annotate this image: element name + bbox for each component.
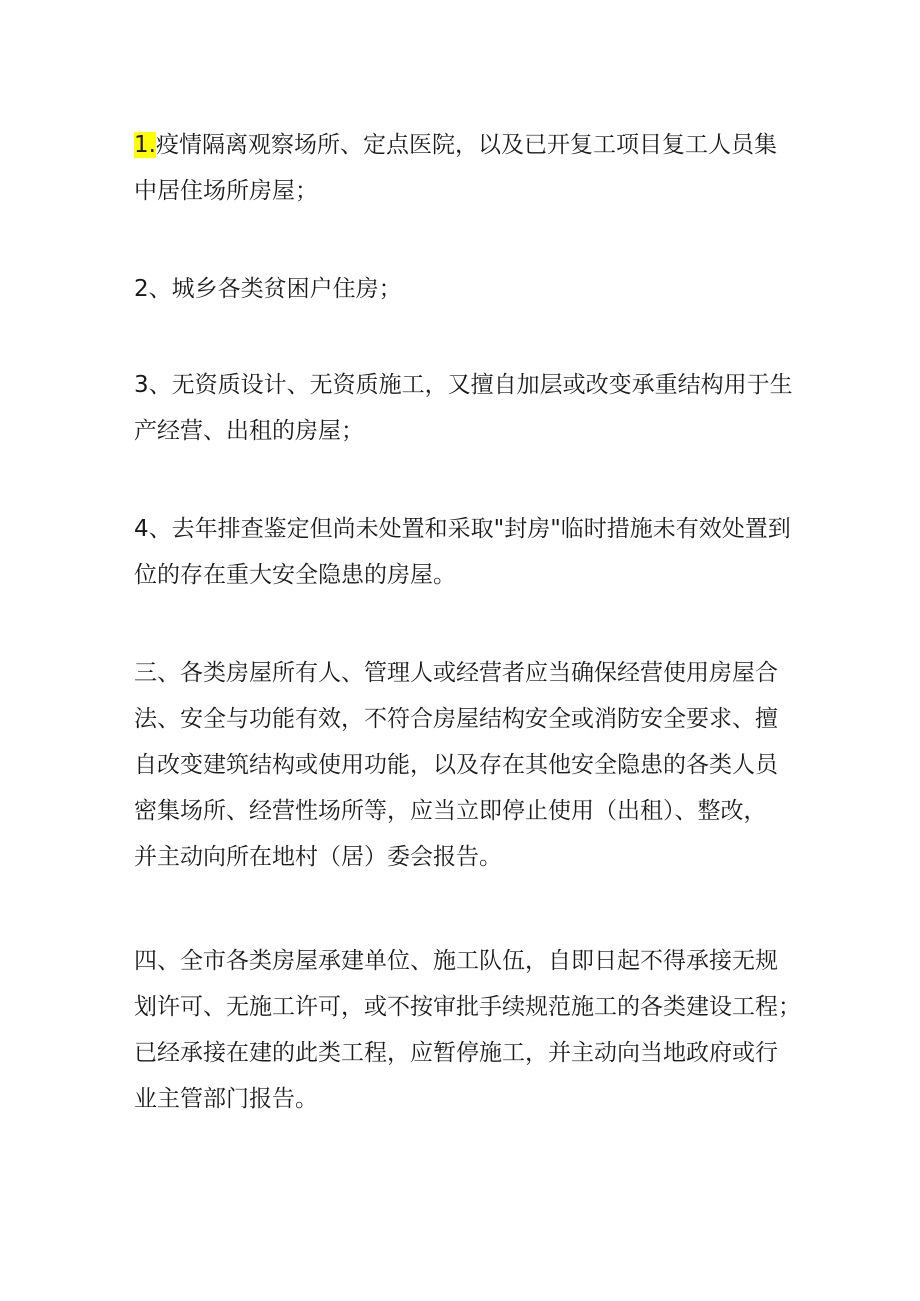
paragraph-line: 密集场所、经营性场所等，应当立即停止使用（出租）、整改，: [134, 798, 767, 824]
paragraph-section-4: [134, 938, 800, 1122]
paragraph-line: 3、无资质设计、无资质施工，又擅自加层或改变承重结构用于生: [134, 372, 793, 398]
paragraph-line: 法、安全与功能有效，不符合房屋结构安全或消防安全要求、擅: [134, 706, 778, 732]
paragraph-4: [134, 506, 800, 598]
paragraph-line: 位的存在重大安全隐患的房屋。: [134, 562, 456, 588]
paragraph-line: 已经承接在建的此类工程，应暂停施工，并主动向当地政府或行: [134, 1040, 778, 1066]
paragraph-2: [134, 266, 800, 312]
paragraph-1: [134, 122, 800, 214]
paragraph-line: 产经营、出租的房屋；: [134, 418, 364, 444]
paragraph-line: 四、全市各类房屋承建单位、施工队伍，自即日起不得承接无规: [134, 948, 778, 974]
paragraph-line: 中居住场所房屋；: [134, 178, 318, 204]
paragraph-section-3: [134, 650, 800, 880]
paragraph-line-text: 疫情隔离观察场所、定点医院，以及已开复工项目复工人员集: [155, 132, 777, 158]
paragraph-line: 4、去年排查鉴定但尚未处置和采取"封房"临时措施未有效处置到: [134, 516, 791, 542]
paragraph-line: 业主管部门报告。: [134, 1086, 318, 1112]
paragraph-line: 并主动向所在地村（居）委会报告。: [134, 844, 502, 870]
paragraph-3: [134, 362, 800, 454]
highlighted-list-marker: 1.: [134, 132, 156, 158]
paragraph-line: 三、各类房屋所有人、管理人或经营者应当确保经营使用房屋合: [134, 660, 778, 686]
paragraph-line: 2、城乡各类贫困户住房；: [134, 276, 402, 302]
paragraph-line: 自改变建筑结构或使用功能，以及存在其他安全隐患的各类人员: [134, 752, 778, 778]
paragraph-line: [134, 122, 800, 168]
paragraph-line: 划许可、无施工许可，或不按审批手续规范施工的各类建设工程；: [134, 994, 801, 1020]
